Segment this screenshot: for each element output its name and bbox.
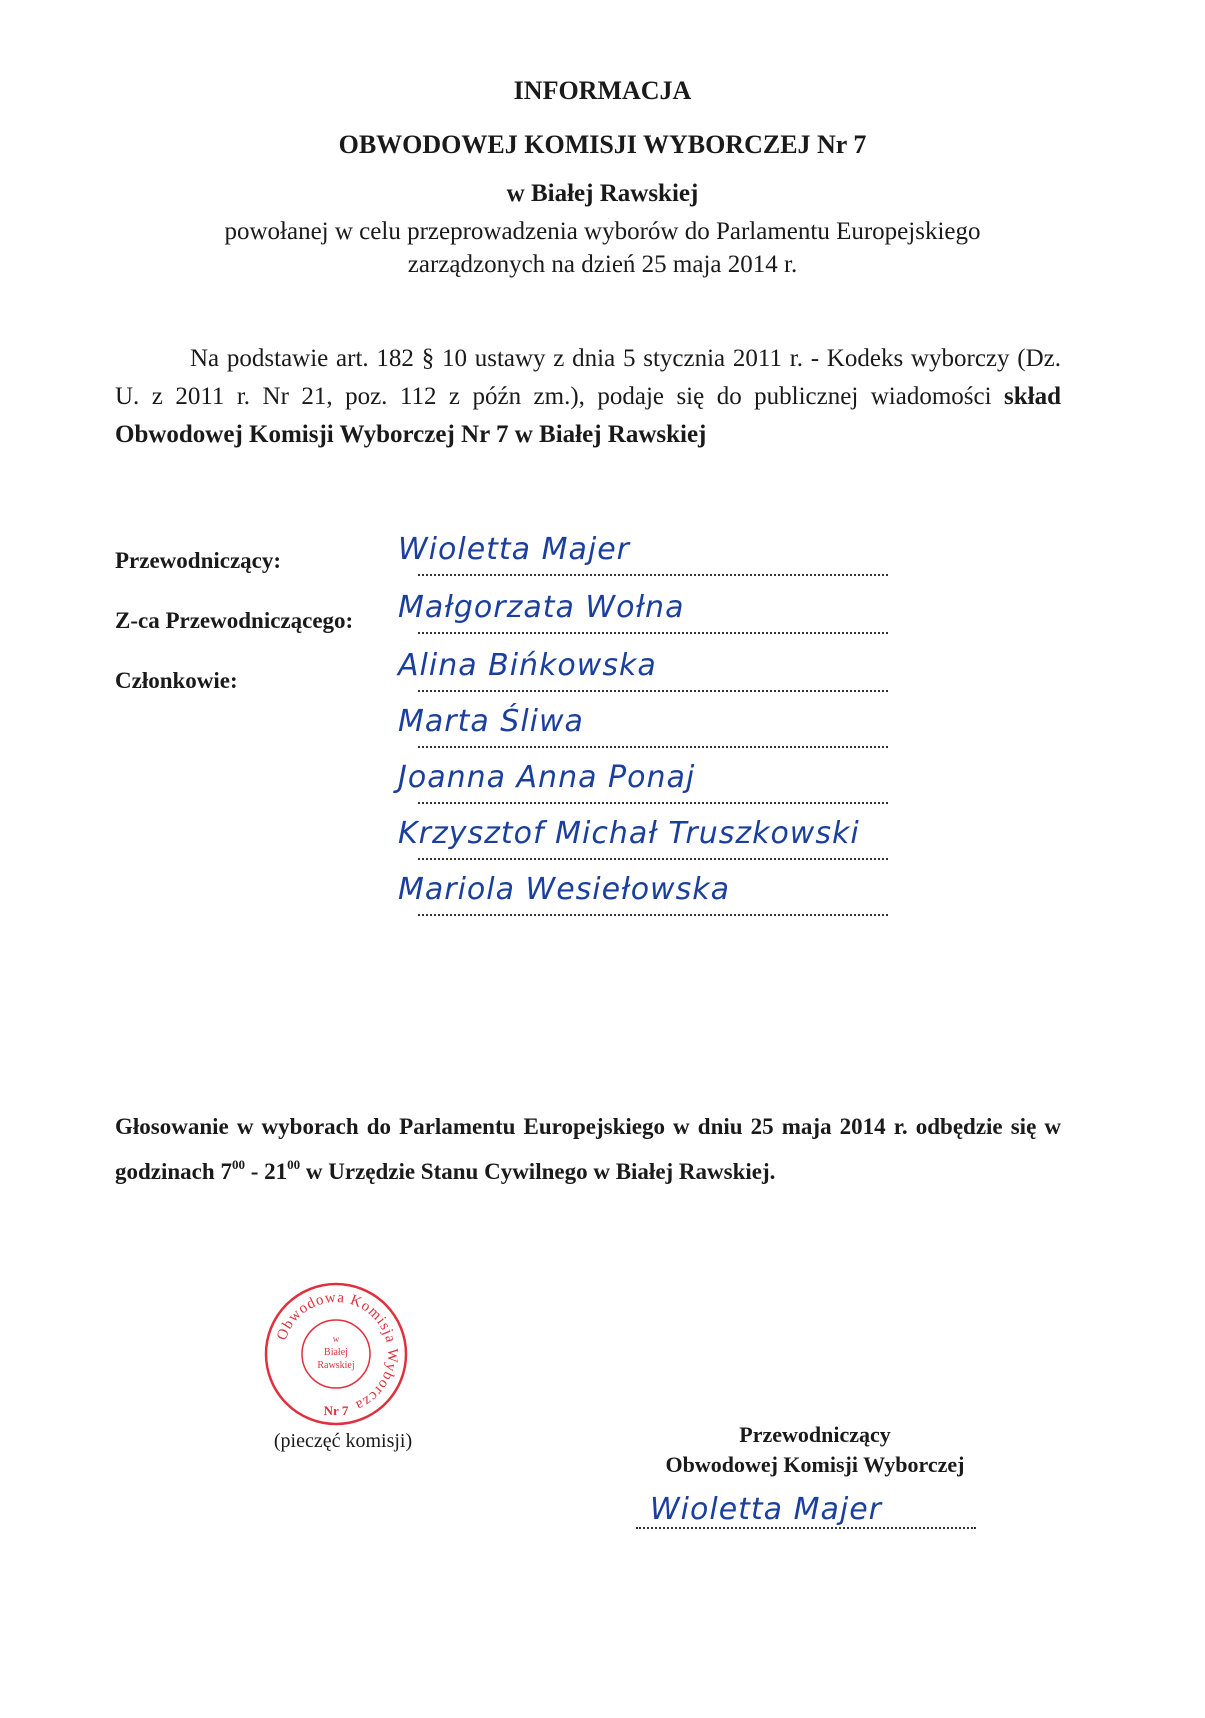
member-signature-2: Marta Śliwa: [398, 704, 584, 739]
stamp-inner-1: w: [332, 1334, 340, 1344]
stamp-inner-3: Rawskiej: [317, 1360, 355, 1371]
member-signature-3: Joanna Anna Ponaj: [398, 760, 696, 795]
chair-final-signature: Wioletta Majer: [650, 1492, 882, 1527]
election-purpose: powołanej w celu przeprowadzenia wyborów do Parlamentu Europejskiego: [224, 218, 981, 245]
deputy-signature: Małgorzata Wołna: [398, 590, 685, 625]
voting-start-min: 00: [231, 1157, 245, 1172]
member-signature-4: Krzysztof Michał Truszkowski: [398, 816, 860, 851]
intro-paragraph: [115, 340, 1061, 454]
committee-name: OBWODOWEJ KOMISJI WYBORCZEJ Nr 7: [338, 130, 867, 159]
intro-bold-text: skład Obwodowej Komisji Wyborczej Nr 7 w Białej Rawskiej: [115, 383, 1061, 448]
voting-dash: -: [250, 1159, 259, 1184]
chair-title-line1: Przewodniczący: [739, 1422, 891, 1447]
voting-text-1: Głosowanie w wyborach do Parlamentu Europejskiego w dniu 25 maja 2014 r. odbędzie się w godzinach: [115, 1114, 1061, 1184]
voting-text-2: w Urzędzie Stanu Cywilnego w Białej Rawskiej.: [305, 1159, 776, 1184]
stamp-ring-text: Obwodowa Komisja Wyborcza: [274, 1289, 401, 1414]
intro-text: Na podstawie art. 182 § 10 ustawy z dnia 5 stycznia 2011 r. - Kodeks wyborczy (Dz. U. z 2011 r. Nr 21, poz. 112 z późn zm.), podaje się do publicznej wiadomości: [115, 345, 1061, 410]
stamp-label: (pieczęć komisji): [273, 1430, 413, 1452]
members-label: Członkowie:: [115, 668, 238, 693]
chair-signature: Wioletta Majer: [398, 532, 630, 567]
member-signature-5: Mariola Wesiełowska: [398, 872, 730, 907]
stamp-number: Nr 7: [323, 1403, 349, 1418]
document-title: INFORMACJA: [513, 76, 692, 105]
voting-end-hour: 21: [264, 1159, 288, 1184]
member-signature-1: Alina Bińkowska: [398, 648, 657, 683]
chair-title-line2: Obwodowej Komisji Wyborczej: [665, 1452, 965, 1477]
stamp-inner-2: Białej: [324, 1347, 348, 1358]
committee-stamp: [262, 1280, 410, 1428]
chair-signature-line: [636, 1527, 976, 1529]
committee-place: w Białej Rawskiej: [506, 180, 699, 207]
deputy-label: Z-ca Przewodniczącego:: [115, 608, 354, 633]
election-date: zarządzonych na dzień 25 maja 2014 r.: [407, 251, 798, 278]
voting-start-hour: 7: [220, 1159, 232, 1184]
voting-end-min: 00: [287, 1157, 301, 1172]
stamp-seal-icon: [262, 1280, 410, 1428]
chair-label: Przewodniczący:: [115, 548, 282, 573]
voting-info: [115, 1108, 1061, 1191]
